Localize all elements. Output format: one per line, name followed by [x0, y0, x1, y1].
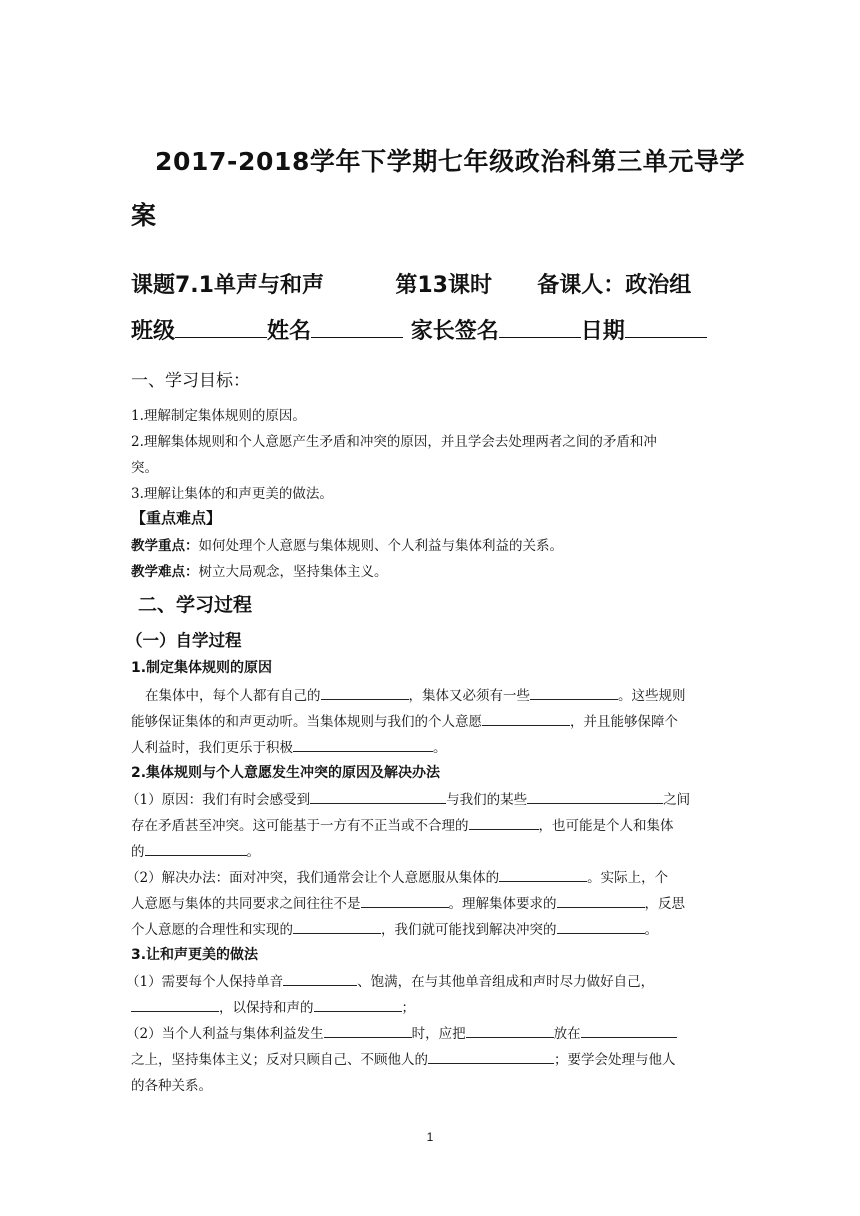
- parent-signature-label: 家长签名: [410, 319, 499, 345]
- name-blank[interactable]: [311, 314, 403, 338]
- section-1-line: [131, 736, 731, 756]
- text-run: 人意愿与集体的共同要求之间往往不是: [131, 896, 361, 912]
- section-1-heading: 1.制定集体规则的原因: [131, 660, 273, 676]
- text-run: 能够保证集体的和声更动听。当集体规则与我们的个人意愿: [131, 714, 482, 730]
- fill-blank[interactable]: [361, 894, 449, 908]
- section-2-line: [131, 840, 731, 860]
- page-number: 1: [426, 1130, 434, 1144]
- name-label: 姓名: [267, 319, 312, 345]
- section-2-line: [131, 892, 731, 912]
- fill-blank[interactable]: [428, 1050, 554, 1064]
- section-2-heading: 2.集体规则与个人意愿发生冲突的原因及解决办法: [131, 765, 441, 781]
- text-run: 。: [246, 844, 260, 860]
- date-label: 日期: [580, 319, 625, 345]
- section-3-line: [126, 1022, 726, 1042]
- fill-blank[interactable]: [314, 998, 402, 1012]
- fill-blank[interactable]: [310, 790, 446, 804]
- text-run: 与我们的某些: [446, 792, 528, 808]
- teaching-difficulty-label: 教学难点：: [131, 564, 199, 580]
- fill-blank[interactable]: [469, 816, 539, 830]
- fill-blank[interactable]: [466, 1024, 554, 1038]
- class-label: 班级: [131, 319, 176, 345]
- fill-blank[interactable]: [321, 686, 409, 700]
- text-run: 。实际上，个: [587, 870, 669, 886]
- class-blank[interactable]: [175, 314, 267, 338]
- objective-item: 1.理解制定集体规则的原因。: [131, 408, 306, 424]
- section-2-line: [126, 866, 726, 886]
- teaching-difficulty: [131, 560, 731, 580]
- document-title-line-2: 案: [131, 201, 157, 230]
- fill-blank[interactable]: [293, 738, 433, 752]
- objective-item: 2.理解集体规则和个人意愿产生矛盾和冲突的原因，并且学会去处理两者之间的矛盾和冲: [131, 434, 657, 450]
- text-run: 之间: [663, 792, 691, 808]
- section-3-line: [126, 970, 726, 990]
- section-3-line: [131, 996, 731, 1016]
- text-run: 。理解集体要求的: [448, 896, 557, 912]
- lesson-preparer: 备课人：政治组: [537, 273, 692, 298]
- fill-blank[interactable]: [324, 1024, 412, 1038]
- text-run: ；要学会处理与他人: [554, 1052, 676, 1068]
- text-run: 在集体中，每个人都有自己的: [145, 688, 321, 704]
- text-run: 、饱满，在与其他单音组成和声时尽力做好自己，: [357, 974, 655, 990]
- section-2-line: [131, 814, 731, 834]
- text-run: （2）当个人利益与集体利益发生: [126, 1026, 324, 1042]
- text-run: 之上，坚持集体主义；反对只顾自己、不顾他人的: [131, 1052, 428, 1068]
- parent-signature-blank[interactable]: [499, 314, 581, 338]
- text-run: 时，应把: [411, 1026, 466, 1042]
- fill-blank[interactable]: [145, 842, 247, 856]
- section-1-line: [131, 710, 731, 730]
- text-run: 。: [644, 922, 658, 938]
- teaching-difficulty-text: 树立大局观念，坚持集体主义。: [198, 564, 388, 580]
- section-2-line: [131, 918, 731, 938]
- objectives-heading: 一、学习目标：: [131, 371, 250, 391]
- fill-blank[interactable]: [499, 868, 587, 882]
- document-title-line-1: 2017-2018学年下学期七年级政治科第三单元导学: [155, 147, 746, 176]
- lesson-period: 第13课时: [395, 273, 492, 298]
- section-2-line: [126, 788, 726, 808]
- text-run: 。: [433, 740, 447, 756]
- text-run: （1）原因：我们有时会感受到: [126, 792, 311, 808]
- text-run: 个人意愿的合理性和实现的: [131, 922, 293, 938]
- fill-blank[interactable]: [293, 920, 381, 934]
- objective-item: 突。: [131, 460, 158, 476]
- fill-blank[interactable]: [557, 920, 645, 934]
- fill-blank[interactable]: [530, 686, 618, 700]
- lesson-info-line: [131, 268, 731, 299]
- text-run: ，以保持和声的: [219, 1000, 314, 1016]
- text-run: ，并且能够保障个: [570, 714, 678, 730]
- text-run: 存在矛盾甚至冲突。这可能基于一方有不正当或不合理的: [131, 818, 469, 834]
- teaching-focus-label: 教学重点：: [131, 538, 199, 554]
- text-run: 的: [131, 844, 145, 860]
- fill-blank[interactable]: [283, 972, 357, 986]
- teaching-focus: [131, 534, 731, 554]
- text-run: （1）需要每个人保持单音: [126, 974, 284, 990]
- text-run: 。这些规则: [618, 688, 686, 704]
- fill-blank[interactable]: [482, 712, 570, 726]
- process-heading: 二、学习过程: [138, 594, 253, 616]
- student-info-line: [131, 314, 731, 345]
- text-run: ，反思: [644, 896, 685, 912]
- fill-blank[interactable]: [131, 998, 219, 1012]
- text-run: ，集体又必须有一些: [408, 688, 530, 704]
- text-run: 放在: [553, 1026, 581, 1042]
- section-3-line: 的各种关系。: [131, 1078, 212, 1094]
- teaching-focus-text: 如何处理个人意愿与集体规则、个人利益与集体利益的关系。: [198, 538, 563, 554]
- date-blank[interactable]: [625, 314, 707, 338]
- fill-blank[interactable]: [527, 790, 663, 804]
- self-study-heading: （一）自学过程: [126, 631, 242, 650]
- section-3-line: [131, 1048, 731, 1068]
- key-points-heading: 【重点难点】: [131, 509, 222, 527]
- text-run: ，也可能是个人和集体: [538, 818, 674, 834]
- fill-blank[interactable]: [581, 1024, 677, 1038]
- section-3-heading: 3.让和声更美的做法: [131, 947, 259, 963]
- fill-blank[interactable]: [557, 894, 645, 908]
- text-run: 人利益时，我们更乐于积极: [131, 740, 293, 756]
- section-1-line: [145, 684, 745, 704]
- lesson-topic: 课题7.1单声与和声: [131, 273, 324, 298]
- text-run: ；: [401, 1000, 415, 1016]
- text-run: （2）解决办法：面对冲突，我们通常会让个人意愿服从集体的: [126, 870, 500, 886]
- objective-item: 3.理解让集体的和声更美的做法。: [131, 486, 333, 502]
- text-run: ，我们就可能找到解决冲突的: [381, 922, 557, 938]
